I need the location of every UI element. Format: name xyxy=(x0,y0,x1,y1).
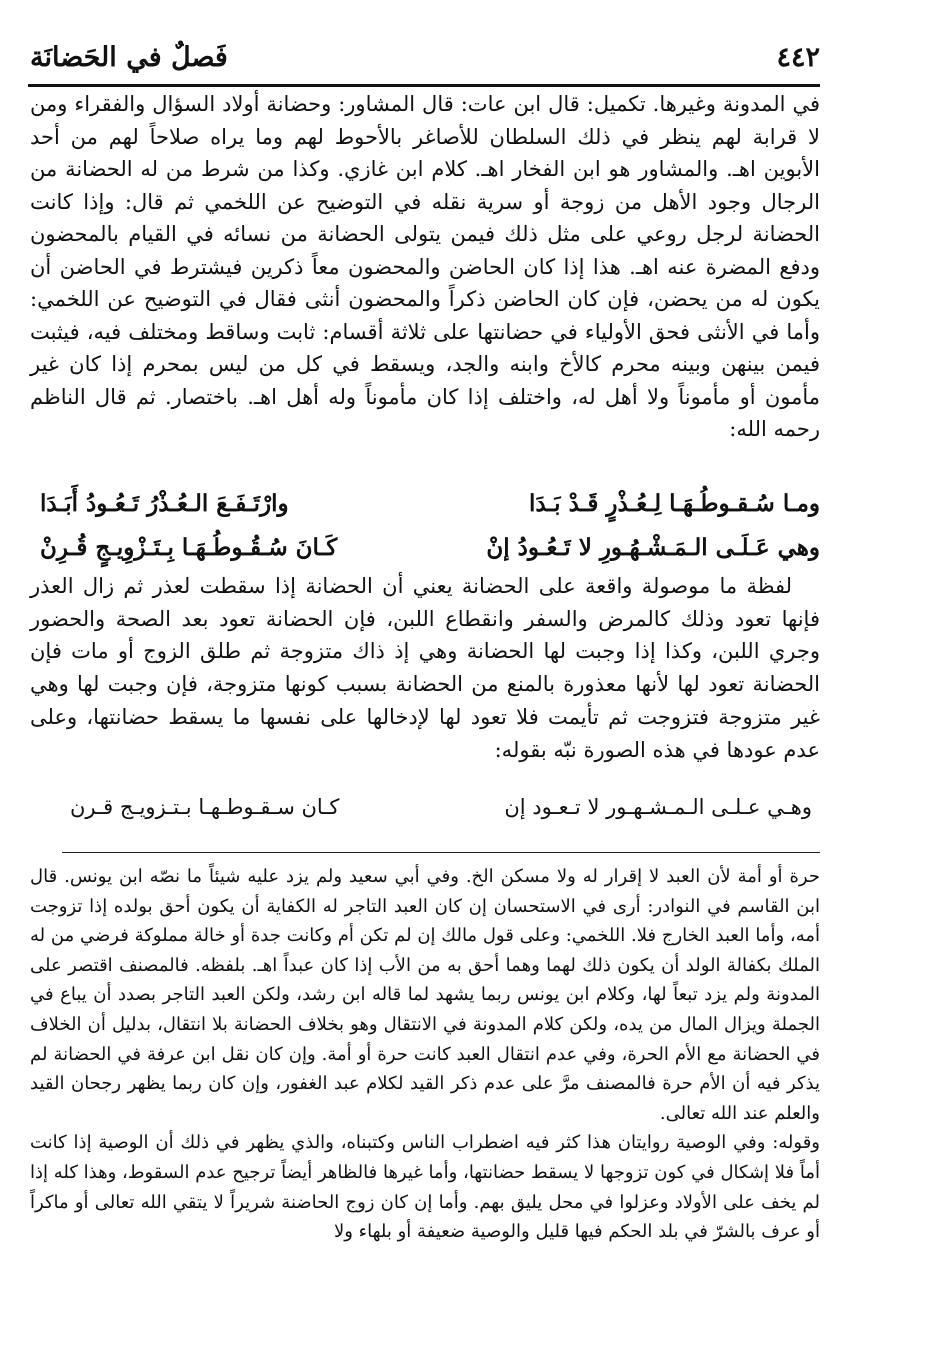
header-divider xyxy=(28,84,820,87)
verse-hemistich-first: ومـا سُـقـوطُـهَـا لِـعُـذْرٍ قَـدْ بَـدَا xyxy=(528,490,820,517)
verse-hemistich-first: وهـي عـلـى الـمـشـهـور لا تـعـود إن xyxy=(504,795,812,819)
main-paragraph: لفظة ما موصولة واقعة على الحضانة يعني أن الحضانة إذا سقطت لعذر ثم زال العذر فإنها تعود وذلك كالمرض والسفر وانقطاع اللبن، فإن الحضانة تعود بعد الصحة والحضور وجري اللبن، وكذا إذا وجبت لها الحضانة وهي إذ ذاك متزوجة ثم طلق الزوج أو مات فإن الحضانة تعود لها لأنها معذورة بالمنع من الحضانة بسبب كونها متزوجة، فإن وجبت لها وهي غير متزوجة فتزوجت ثم تأيمت فلا تعود لها لإدخالها على نفسها ما يسقط حضانتها، وعلى عدم عودها في هذه الصورة نبّه بقوله: xyxy=(30,574,820,762)
main-text-block-2 xyxy=(30,570,820,766)
footnote-paragraph: حرة أو أمة لأن العبد لا إقرار له ولا مسكن الخ. وفي أبي سعيد ولم يزد عليه شيئاً ما نصّه ابن يونس. قال ابن القاسم في النوادر: أرى في الاستحسان إن كان العبد التاجر له الكفاية أن يكون أحق بولده إذا تزوجت أمه، وأما العبد الخارج فلا. اللخمي: وعلى قول مالك إن لم تكن أم وكانت جدة أو خالة مملوكة فرضي من له الملك بكفالة الولد أن يكون ذلك لهما وهما أحق به من الأب إذا كان عبداً اهـ. بلفظه. فالمصنف اقتصر على المدونة ولم يزد تبعاً لها، وكلام ابن يونس ربما يشهد لما قاله ابن رشد، ولكن العبد التاجر بصدد أن يباع في الجملة ويزال المال من يده، ولكن كلام المدونة في الانتقال وهو بخلاف الحضانة بلا انتقال، بدليل أن الخلاف في الحضانة مع الأم الحرة، وفي عدم انتقال العبد كانت حرة أو أمة. وإن كان نقل ابن عرفة في الحضانة لم يذكر فيه أن الأم حرة فالمصنف مرَّ على عدم ذكر القيد لكلام عبد الغفور، وإن كان ربما يظهر رجحان القيد والعلم عند الله تعالى. xyxy=(30,866,821,1124)
verse-hemistich-first: وهي عَـلَـى الـمَـشْـهُـورِ لا تَـعُـودُ إنْ xyxy=(486,534,820,561)
footnote-paragraph: وقوله: وفي الوصية روايتان هذا كثر فيه اضطراب الناس وكتبناه، والذي يظهر في ذلك أن الوصية إذا كانت أماً فلا إشكال في كون تزوجها لا يسقط حضانتها، وأما غيرها فالظاهر أيضاً ترجيح عدم السقوط، وهذا كله إذا لم يخف على الأولاد وعزلوا في محل يليق بهم. وأما إن كان زوج الحاضنة شريراً لا يتقي الله تعالى أو ماكراً أو عرف بالشرّ في بلد الحكم فيها قليل والوصية ضعيفة أو بلهاء ولا xyxy=(30,1132,820,1243)
running-title: فَصلٌ في الحَضانَة xyxy=(30,42,228,73)
verse-line-3 xyxy=(70,795,812,831)
footnote-divider xyxy=(62,852,820,853)
verse-hemistich-second: كَـانَ سُـقُـوطُـهَـا بِـتَـزْوِيـجٍ قُـرِنْ xyxy=(40,534,338,561)
verse-hemistich-second: كـان سـقـوطـهـا بـتـزويـج قـرن xyxy=(70,795,340,819)
footnotes-block xyxy=(30,862,820,1247)
page-header xyxy=(30,40,820,90)
page-number: ٤٤٢ xyxy=(776,42,820,73)
verse-line-1 xyxy=(40,490,820,530)
verse-hemistich-second: وارْتَـفَـعَ الـعُـذْرُ تَـعُـودُ أَبَـدَا xyxy=(40,490,289,517)
main-text-block-1 xyxy=(30,88,820,446)
main-paragraph: في المدونة وغيرها. تكميل: قال ابن عات: قال المشاور: وحضانة أولاد السؤال والفقراء ومن لا قرابة لهم ينظر في ذلك السلطان للأصاغر بالأحوط لهم وما يراه صلاحاً لهم من أحد الأبوين اهـ. والمشاور هو ابن الفخار اهـ. كلام ابن غازي. وكذا من شرط من له الحضانة من الرجال وجود الأهل من زوجة أو سرية نقله في التوضيح عن اللخمي ثم قال: وإذا كانت الحضانة لرجل روعي على مثل ذلك فيمن يتولى الحضانة من نسائه في القيام بالمحضون ودفع المضرة عنه اهـ. هذا إذا كان الحاضن والمحضون معاً ذكرين فيشترط في الحاضن أن يكون له من يحضن، فإن كان الحاضن ذكراً والمحضون أنثى فقال في التوضيح عن اللخمي: وأما في الأنثى فحق الأولياء في حضانتها على ثلاثة أقسام: ثابت وساقط ومختلف فيه، فيثبت فيمن بينهن وبينه محرم كالأخ وابنه والجد، ويسقط في كل من ليس بمحرم إذا كان غير مأمون أو مأموناً ولا أهل له، واختلف إذا كان مأموناً وله أهل اهـ. باختصار. ثم قال الناظم رحمه الله: xyxy=(30,92,820,441)
verse-line-2 xyxy=(40,534,820,574)
